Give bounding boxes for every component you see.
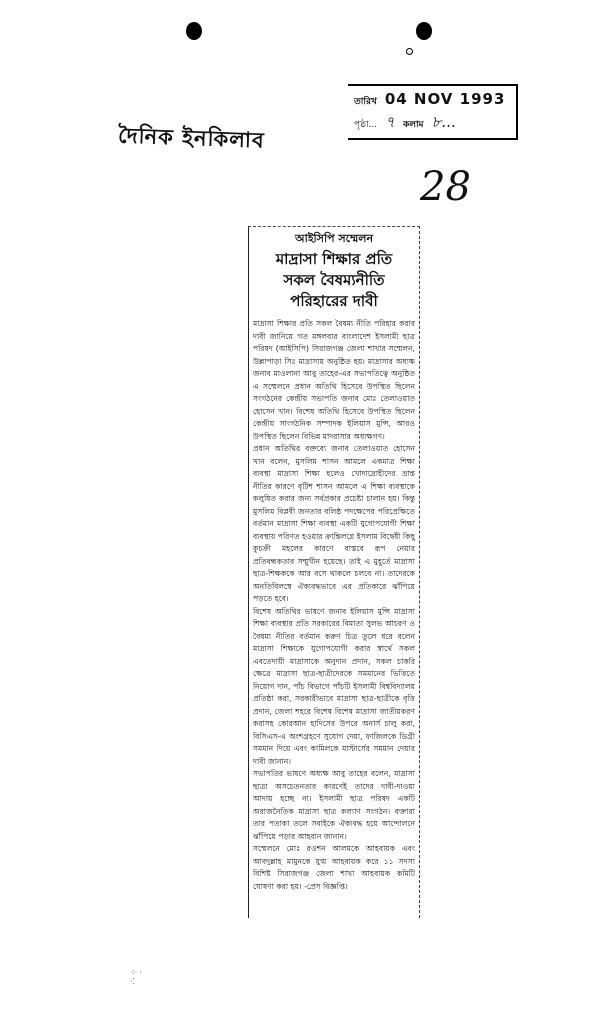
stamp-page-row <box>354 112 510 135</box>
date-stamp <box>348 84 518 140</box>
article-kicker: আইসিপি সম্মেলন <box>294 232 374 245</box>
stamp-column-value: ৮... <box>431 113 456 131</box>
handwritten-number: 28 <box>420 164 471 210</box>
article-paragraph: মাদ্রাসা শিক্ষার প্রতি সকল বৈষম্য নীতি পরিহার করার দাবী জানিয়ে গত মঙ্গলবার বাংলাদেশ ইসলামী ছাত্র পরিষদ (আইসিপি) সিরাজগঞ্জ জেলা শাখার সম্মেলন, উল্লাপাড়া সিঃ মাদ্রাসায় অনুষ্ঠিত হয়। মাদ্রাসার অধ্যক্ষ জনাব মাওলানা আবু তাহের-এর সভাপতিত্বে অনুষ্ঠিত এ সম্মেলনে প্রধান অতিথি হিসেবে উপস্থিত ছিলেন সংগঠনের কেন্দ্রীয় সভাপতি জনাব মোঃ তেলাওয়াত হোসেন খান। বিশেষ অতিথি হিসেবে উপস্থিত ছিলেন কেন্দ্রীয় সাংগঠনিক সম্পাদক ইলিয়াস মুন্সি, আরও উপস্থিত ছিলেন বিভিন্ন মাদরাসার অধ্যক্ষগণ। <box>253 319 415 441</box>
stamp-date-label: তারিখ <box>354 97 377 107</box>
headline-line: পরিহারের দাবী <box>290 292 378 310</box>
article-paragraph: সভাপতির ভাষণে অধ্যক্ষ আবু তাহের বলেন, মাদ্রাসা ছাত্রা অসচেতনতার কারণেই তাদের দাবী-দাওয়া আদায় হচ্ছে না। ইসলামী ছাত্র পরিষদ একটি অরাজনৈতিক মাদ্রাসা ছাত্র কল্যাণ সংগঠন। বক্তারা তার পতাকা তলে সবাইকে ঐক্যবদ্ধ হয়ে আন্দোলনে ঝাঁপিয়ে পড়ার আহবান জানান। <box>253 769 415 841</box>
stamp-date-row <box>354 89 510 112</box>
article-paragraph: সম্মেলনে মোঃ রওশন আলমকে আহবায়ক এবং আবদুল্লাহ মামুনকে যুগ্ম আহবায়ক করে ১১ সদস্য বিশিষ্ট সিরাজগঞ্জ জেলা শাখা আহবায়ক কমিটি ঘোষণা করা হয়। -প্রেস বিজ্ঞপ্তি। <box>253 844 415 891</box>
punch-hole-small <box>406 48 413 55</box>
headline-line: সকল বৈষম্যনীতি <box>283 271 385 289</box>
article-paragraph: বিশেষ অতিথির ভাষণে জনাব ইলিয়াস মুন্সি মাদ্রাসা শিক্ষা ব্যবস্থার প্রতি সরকারের বিমাতা সুলভ আচরণ ও বৈষম্য নীতির বর্তমান করুণ চিত্র তুলে ধরে বলেন মাদ্রাসা শিক্ষাকে যুগোপযোগী করার স্বার্থে সকল এবতেদায়ী মাদ্রাসাকে অনুদান প্রদান, সকল চাকরি ক্ষেত্রে মাদ্রাসা ছাত্র-ছাত্রীদেরকে সমমানের ভিত্তিতে নিয়োগ দান, পাঁচ বিভাগে পাঁচটি ইসলামী বিশ্ববিদ্যালয় প্রতিষ্ঠা করা, সরকারীভাবে মাদ্রাসা ছাত্র-ছাত্রীকে বৃত্তি প্রদান, জেলা শহরে বিশেষ বিশেষ মাদ্রাসা জাতীয়করণ করাসহ কোরআন হাদিসের উপরে অনার্স চালু করা, বিসিএস-এ অংশগ্রহণে সুযোগ দেয়া, ফাজিলকে ডিগ্রী সমমান দিয়ে এবং কামিলকে মাস্টার্সের সমমান দেয়ার দাবী জানান। <box>253 606 415 766</box>
article-headline <box>253 249 415 312</box>
stamp-column-label: কলাম <box>402 120 424 130</box>
article-body <box>253 318 415 893</box>
newspaper-name: দৈনিক ইনকিলাব <box>117 123 266 153</box>
article-paragraph: প্রধান অতিথির বক্তব্যে জনাব তেলাওয়াত হোসেন খান বলেন, মুসলিম শাসন আমলে একমাত্র শিক্ষা ব্যবস্থা মাদ্রাসা শিক্ষা হলেও খোদাদ্রোহীদের ভ্রান্ত নীতির কারণে বৃটিশ শাসন আমলে এ শিক্ষা ব্যবস্থাকে কলুষিত করার জন্য সর্বপ্রকার প্রচেষ্টা চালান হয়। কিন্তু মুসলিম বিপ্লবী জনতার বলিষ্ঠ পদক্ষেপের পরিপ্রেক্ষিতে বর্তমান মাদ্রাসা শিক্ষা ব্যবস্থা একটি যুগোপযোগী শিক্ষা ব্যবস্থায় পরিণত হওয়ার ক্রান্তিলগ্নে ইসলাম বিদ্বেষী কিছু কুচক্রী মহলের কারণে বাস্তবে রূপ নেয়ার প্রতিবন্ধকতার সম্মুখীন হয়েছে। তাই এ মুহূর্তে মাদ্রাসা ছাত্র-শিক্ষককে আর বসে থাকলে চলবে না। তাদেরকে অনতিবিলম্বে ঐক্যবদ্ধভাবে এর প্রতিকারে ঝাঁপিয়ে পড়তে হবে। <box>253 444 415 603</box>
stamp-page-value: ৭ <box>385 113 395 131</box>
stamp-date: 04 NOV 1993 <box>384 90 506 108</box>
stamp-page-label: পৃষ্ঠা... <box>354 120 378 130</box>
punch-hole-left <box>186 22 202 40</box>
punch-hole-right <box>416 22 432 40</box>
scan-specks: ⁘ · ·⁚ <box>130 968 142 986</box>
news-article <box>248 226 420 918</box>
headline-line: মাদ্রাসা শিক্ষার প্রতি <box>275 250 393 268</box>
